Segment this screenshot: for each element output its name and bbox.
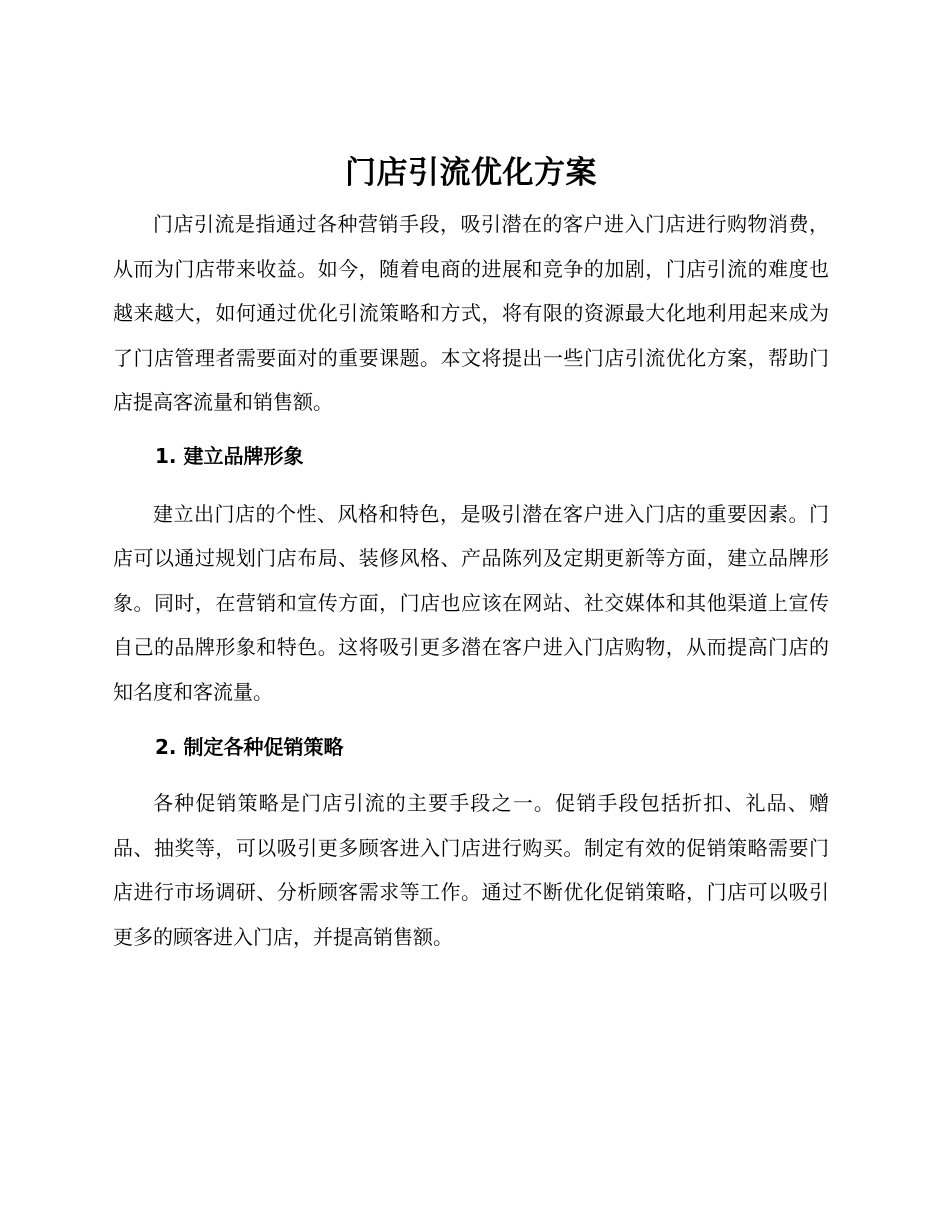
intro-paragraph: 门店引流是指通过各种营销手段，吸引潜在的客户进入门店进行购物消费，从而为门店带来收益。如今，随着电商的进展和竞争的加剧，门店引流的难度也越来越大，如何通过优化引流策略和方式，将有限的资源最大化地利用起来成为了门店管理者需要面对的重要课题。本文将提出一些门店引流优化方案，帮助门店提高客流量和销售额。 <box>113 212 829 414</box>
section-body-brand-image: 建立出门店的个性、风格和特色，是吸引潜在客户进入门店的重要因素。门店可以通过规划门店布局、装修风格、产品陈列及定期更新等方面，建立品牌形象。同时，在营销和宣传方面，门店也应该在网站、社交媒体和其他渠道上宣传自己的品牌形象和特色。这将吸引更多潜在客户进入门店购物，从而提高门店的知名度和客流量。 <box>113 501 829 704</box>
section-heading-promotion-strategy: 2. 制定各种促销策略 <box>155 735 344 759</box>
document-title: 门店引流优化方案 <box>345 155 597 191</box>
section-body-promotion-strategy: 各种促销策略是门店引流的主要手段之一。促销手段包括折扣、礼品、赠品、抽奖等，可以吸引更多顾客进入门店进行购买。制定有效的促销策略需要门店进行市场调研、分析顾客需求等工作。通过不断优化促销策略，门店可以吸引更多的顾客进入门店，并提高销售额。 <box>113 791 829 949</box>
section-heading-brand-image: 1. 建立品牌形象 <box>155 443 304 468</box>
